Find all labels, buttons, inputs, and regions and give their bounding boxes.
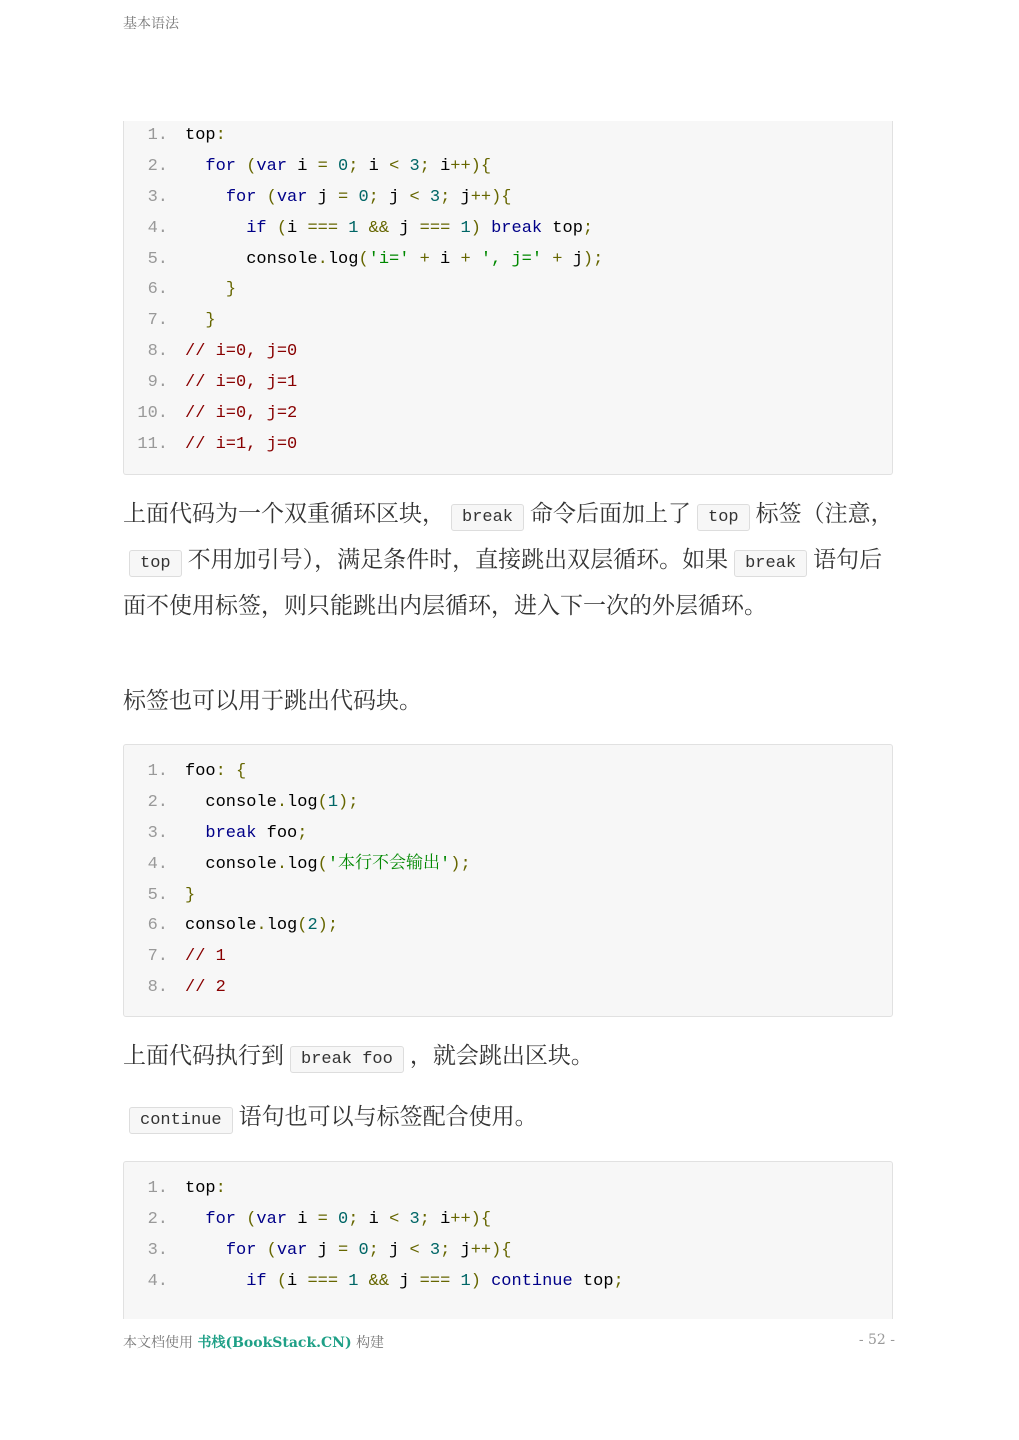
line-number: 2. xyxy=(147,792,168,812)
code-text: console.log(1); xyxy=(185,792,359,812)
code-line xyxy=(124,337,892,368)
code-text: foo: { xyxy=(185,762,247,781)
code-block-2 xyxy=(123,744,893,1017)
code-line xyxy=(124,245,892,276)
footer-suffix: 构建 xyxy=(356,1335,385,1351)
line-number: 4. xyxy=(147,218,168,238)
code-text: } xyxy=(185,885,196,905)
line-number: 6. xyxy=(147,916,168,936)
line-number: 1. xyxy=(147,1179,168,1198)
paragraph-text: 上面代码执行到 xyxy=(123,1043,284,1069)
code-text: // 1 xyxy=(185,947,226,967)
paragraph-break-foo xyxy=(123,1035,895,1081)
line-number: 8. xyxy=(147,342,168,362)
code-text: console.log('i=' + i + ', j=' + j); xyxy=(185,249,604,269)
line-number: 1. xyxy=(147,762,168,781)
line-number: 10. xyxy=(137,404,168,424)
code-text: top: xyxy=(185,1179,226,1198)
code-line xyxy=(124,368,892,399)
code-block-3 xyxy=(123,1161,893,1319)
code-line xyxy=(124,1174,892,1205)
code-text: break foo; xyxy=(205,823,308,843)
line-number: 11. xyxy=(137,434,168,454)
inline-code-top: top xyxy=(129,550,182,577)
paragraph-text: 标签（注意， xyxy=(755,501,894,527)
code-line xyxy=(124,399,892,430)
line-number: 4. xyxy=(147,854,168,874)
line-number: 5. xyxy=(147,249,168,269)
code-line xyxy=(124,430,892,461)
code-text: } xyxy=(205,311,216,331)
code-line xyxy=(124,911,892,942)
paragraph-continue xyxy=(123,1096,895,1142)
inline-code-top: top xyxy=(697,504,750,531)
code-text: // 2 xyxy=(185,978,226,998)
code-text: } xyxy=(225,280,237,300)
paragraph-text: 语句后面不使用标签，则只能跳出内层循环，进入下一次的外层循环。 xyxy=(123,547,883,619)
line-number: 1. xyxy=(147,126,168,145)
running-header: 基本语法 xyxy=(123,16,179,32)
paragraph-text: 命令后面加上了 xyxy=(530,501,692,527)
inline-code-break: break xyxy=(451,504,524,531)
code-line xyxy=(124,121,892,152)
code-line xyxy=(124,183,892,214)
line-number: 9. xyxy=(147,373,168,393)
code-line xyxy=(124,214,892,245)
paragraph-text: 语句也可以与标签配合使用。 xyxy=(238,1104,538,1130)
line-number: 2. xyxy=(147,1209,168,1229)
line-number: 8. xyxy=(147,978,168,998)
paragraph-break-label xyxy=(123,493,895,627)
page-number: - 52 - xyxy=(858,1332,895,1348)
code-text: for (var i = 0; i < 3; i++){ xyxy=(205,1209,492,1229)
code-line xyxy=(124,757,892,788)
code-text: // i=0, j=1 xyxy=(185,373,298,393)
code-text: // i=0, j=2 xyxy=(185,404,298,424)
line-number: 2. xyxy=(147,156,168,176)
inline-code-break-foo: break foo xyxy=(290,1046,404,1073)
paragraph-text: 上面代码为一个双重循环区块， xyxy=(123,501,445,527)
code-text: console.log('本行不会输出'); xyxy=(185,854,471,874)
line-number: 3. xyxy=(147,823,168,843)
line-number: 5. xyxy=(147,885,168,905)
code-line xyxy=(124,850,892,881)
code-line xyxy=(124,152,892,183)
code-line xyxy=(124,942,892,973)
code-line xyxy=(124,819,892,850)
code-line xyxy=(124,306,892,337)
code-line xyxy=(124,788,892,819)
line-number: 4. xyxy=(147,1271,168,1291)
code-line xyxy=(124,1205,892,1236)
paragraph-text: ，就会跳出区块。 xyxy=(409,1043,594,1069)
line-number: 7. xyxy=(147,947,168,967)
footer-credit xyxy=(123,1332,384,1352)
code-text: for (var i = 0; i < 3; i++){ xyxy=(205,156,492,176)
code-text: console.log(2); xyxy=(185,916,339,936)
line-number: 3. xyxy=(147,1240,168,1260)
code-text: // i=0, j=0 xyxy=(185,342,298,362)
code-line xyxy=(124,275,892,306)
inline-code-continue: continue xyxy=(129,1107,233,1134)
code-text: // i=1, j=0 xyxy=(185,434,298,454)
footer-brand-link[interactable]: 书栈(BookStack.CN) xyxy=(197,1335,352,1351)
code-text: if (i === 1 && j === 1) break top; xyxy=(246,218,594,238)
line-number: 3. xyxy=(147,187,168,207)
inline-code-break: break xyxy=(734,550,807,577)
code-line xyxy=(124,881,892,912)
footer-prefix: 本文档使用 xyxy=(123,1335,193,1351)
paragraph-block-label: 标签也可以用于跳出代码块。 xyxy=(123,688,422,714)
code-line xyxy=(124,1236,892,1267)
code-text: top: xyxy=(185,126,226,145)
code-block-1 xyxy=(123,121,893,475)
code-text: if (i === 1 && j === 1) continue top; xyxy=(246,1271,624,1291)
code-line xyxy=(124,1267,892,1298)
code-line xyxy=(124,973,892,1004)
code-text: for (var j = 0; j < 3; j++){ xyxy=(225,187,512,207)
line-number: 7. xyxy=(147,311,168,331)
code-text: for (var j = 0; j < 3; j++){ xyxy=(225,1240,512,1260)
line-number: 6. xyxy=(147,280,168,300)
paragraph-text: 不用加引号），满足条件时，直接跳出双层循环。如果 xyxy=(187,547,729,573)
